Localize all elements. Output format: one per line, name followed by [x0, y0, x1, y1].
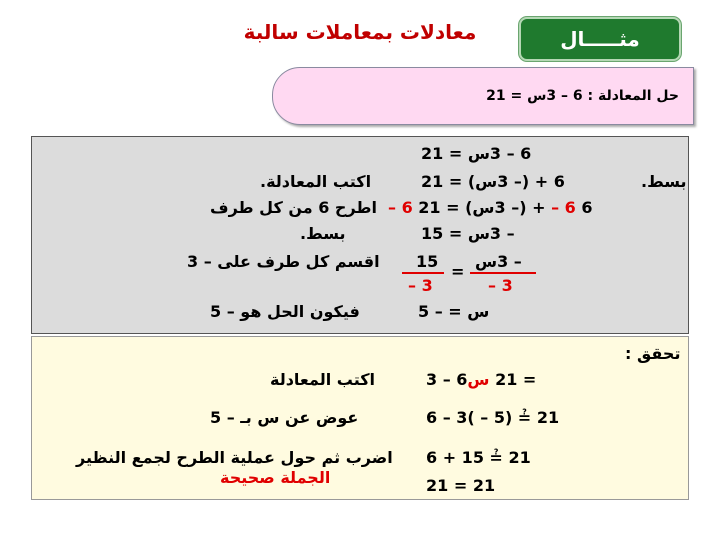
check-row-2: 6 – 3( – 5) ≟ 21 [426, 408, 560, 427]
check-note-correct: الجملة صحيحة [220, 468, 331, 487]
note-simplify: بسط. [300, 224, 346, 243]
solution-box [31, 136, 689, 334]
problem-box [272, 67, 694, 125]
check-note-1: اكتب المعادلة [270, 370, 376, 389]
note-solution: فيكون الحل هو – 5 [210, 302, 360, 321]
check-note-3: اضرب ثم حول عملية الطرح لجمع النظير [76, 448, 393, 467]
fraction-equals: = [451, 262, 465, 281]
page-title: معادلات بمعاملات سالبة [243, 20, 477, 44]
note-write-equation: اكتب المعادلة. [260, 172, 372, 191]
fraction-right-denominator: – 3 [408, 276, 433, 295]
subtract-right: – 6 [388, 198, 413, 217]
solution-step-2: 6 + (– 3س) = 21 [421, 172, 565, 191]
check-row-1-rhs: = 21 [495, 370, 537, 389]
check-label: تحقق : [625, 344, 681, 363]
note-subtract: اطرح 6 من كل طرف [210, 198, 377, 217]
fraction-left-numerator: – 3س [475, 252, 522, 271]
check-row-3: 6 + 15 ≟ 21 [426, 448, 531, 467]
check-note-2: عوض عن س بـ – 5 [210, 408, 359, 427]
check-row-4: 21 = 21 [426, 476, 496, 495]
solution-step-result: س = – 5 [418, 302, 490, 321]
problem-text: حل المعادلة : 6 – 3س = 21 [486, 88, 679, 104]
example-badge: مثـــــال [519, 17, 681, 61]
check-row-1 [426, 370, 536, 389]
fraction-right-bar [402, 272, 444, 274]
solution-step-4: – 3س = 15 [421, 224, 515, 243]
fraction-right-numerator: 15 [416, 252, 439, 271]
simplify-label: بسط. [641, 172, 687, 191]
check-box [31, 336, 689, 500]
fraction-left-denominator: – 3 [488, 276, 513, 295]
check-row-1-variable: س [467, 370, 490, 389]
solution-step-3 [388, 198, 592, 217]
fraction-left-bar [470, 272, 536, 274]
subtract-left: – 6 [551, 198, 576, 217]
check-row-1-lhs: 6 – 3 [426, 370, 468, 389]
step3-prefix: 6 [581, 198, 593, 217]
solution-step-1: 6 – 3س = 21 [421, 144, 532, 163]
step3-middle: + (– 3س) = 21 [418, 198, 546, 217]
note-divide: اقسم كل طرف على – 3 [187, 252, 380, 271]
